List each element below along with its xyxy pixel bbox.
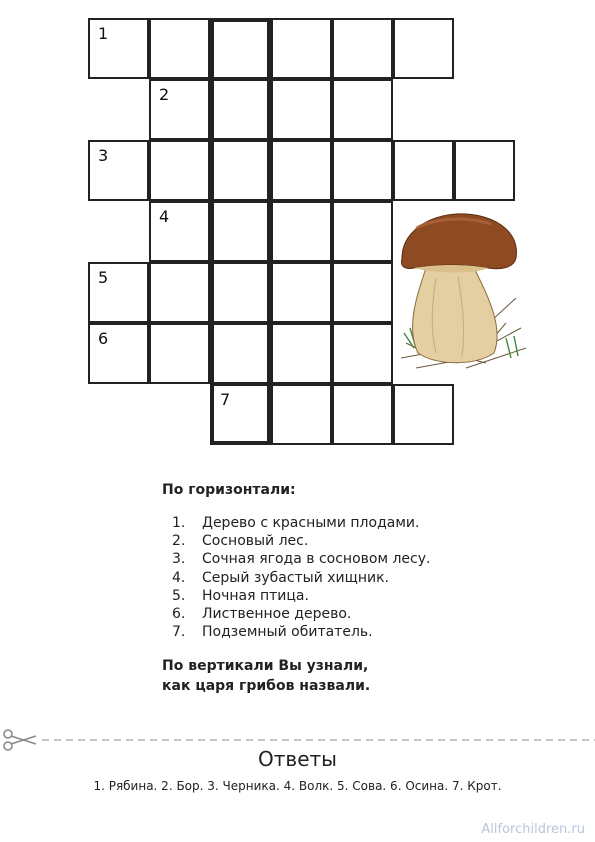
crossword-cell[interactable] bbox=[149, 323, 210, 384]
clue-number: 3 bbox=[98, 146, 109, 165]
clue-number: 2 bbox=[159, 85, 170, 104]
clue-item: 4. Серый зубастый хищник. bbox=[172, 569, 390, 586]
crossword-cell[interactable] bbox=[271, 79, 332, 140]
crossword-cell[interactable] bbox=[332, 79, 393, 140]
crossword-cell[interactable] bbox=[88, 323, 149, 384]
clue-item: 6. Лиственное дерево. bbox=[172, 605, 352, 622]
answers-text: 1. Рябина. 2. Бор. 3. Черника. 4. Волк. 5. Сова. 6. Осина. 7. Крот. bbox=[93, 779, 502, 793]
clue-number: 5 bbox=[98, 268, 109, 287]
clue-item: 2. Сосновый лес. bbox=[172, 533, 309, 550]
clue-list bbox=[172, 514, 430, 641]
crossword-cell[interactable] bbox=[88, 18, 149, 79]
vertical-clue: По вертикали Вы узнали, как царя грибов назвали. bbox=[162, 658, 371, 694]
horizontal-clues-title: По горизонтали: bbox=[162, 482, 296, 498]
crossword-cell[interactable] bbox=[149, 79, 210, 140]
crossword-cell[interactable] bbox=[271, 201, 332, 262]
clue-item: 5. Ночная птица. bbox=[172, 587, 309, 604]
mushroom-icon bbox=[396, 208, 528, 378]
answers-title: Ответы bbox=[258, 747, 337, 771]
crossword-cell[interactable] bbox=[271, 262, 332, 323]
crossword-cell[interactable] bbox=[271, 384, 332, 445]
crossword-cell[interactable] bbox=[332, 262, 393, 323]
crossword-cell[interactable] bbox=[149, 18, 210, 79]
clue-item: 3. Сочная ягода в сосновом лесу. bbox=[172, 551, 431, 568]
crossword-cell[interactable] bbox=[149, 201, 210, 262]
clue-item: 7. Подземный обитатель. bbox=[172, 624, 373, 641]
crossword-cell[interactable] bbox=[332, 18, 393, 79]
clue-number: 7 bbox=[220, 390, 231, 409]
crossword-cell[interactable] bbox=[149, 140, 210, 201]
vertical-answer-column bbox=[210, 18, 271, 445]
crossword-cell[interactable] bbox=[332, 201, 393, 262]
clue-number: 1 bbox=[98, 24, 109, 43]
clue-item: 1. Дерево с красными плодами. bbox=[172, 515, 420, 531]
crossword-cell[interactable] bbox=[393, 18, 454, 79]
crossword-cell[interactable] bbox=[454, 140, 515, 201]
crossword-cell[interactable] bbox=[393, 140, 454, 201]
crossword-cell[interactable] bbox=[271, 140, 332, 201]
crossword-cell[interactable] bbox=[271, 18, 332, 79]
crossword-cell[interactable] bbox=[393, 384, 454, 445]
crossword-cell[interactable] bbox=[332, 384, 393, 445]
crossword-cell[interactable] bbox=[149, 262, 210, 323]
crossword-cell[interactable] bbox=[88, 140, 149, 201]
clue-number: 4 bbox=[159, 207, 170, 226]
clue-number: 6 bbox=[98, 329, 109, 348]
crossword-cell[interactable] bbox=[332, 323, 393, 384]
crossword-cell[interactable] bbox=[332, 140, 393, 201]
site-watermark: Allforchildren.ru bbox=[481, 822, 585, 837]
crossword-cell[interactable] bbox=[271, 323, 332, 384]
crossword-cell[interactable] bbox=[88, 262, 149, 323]
